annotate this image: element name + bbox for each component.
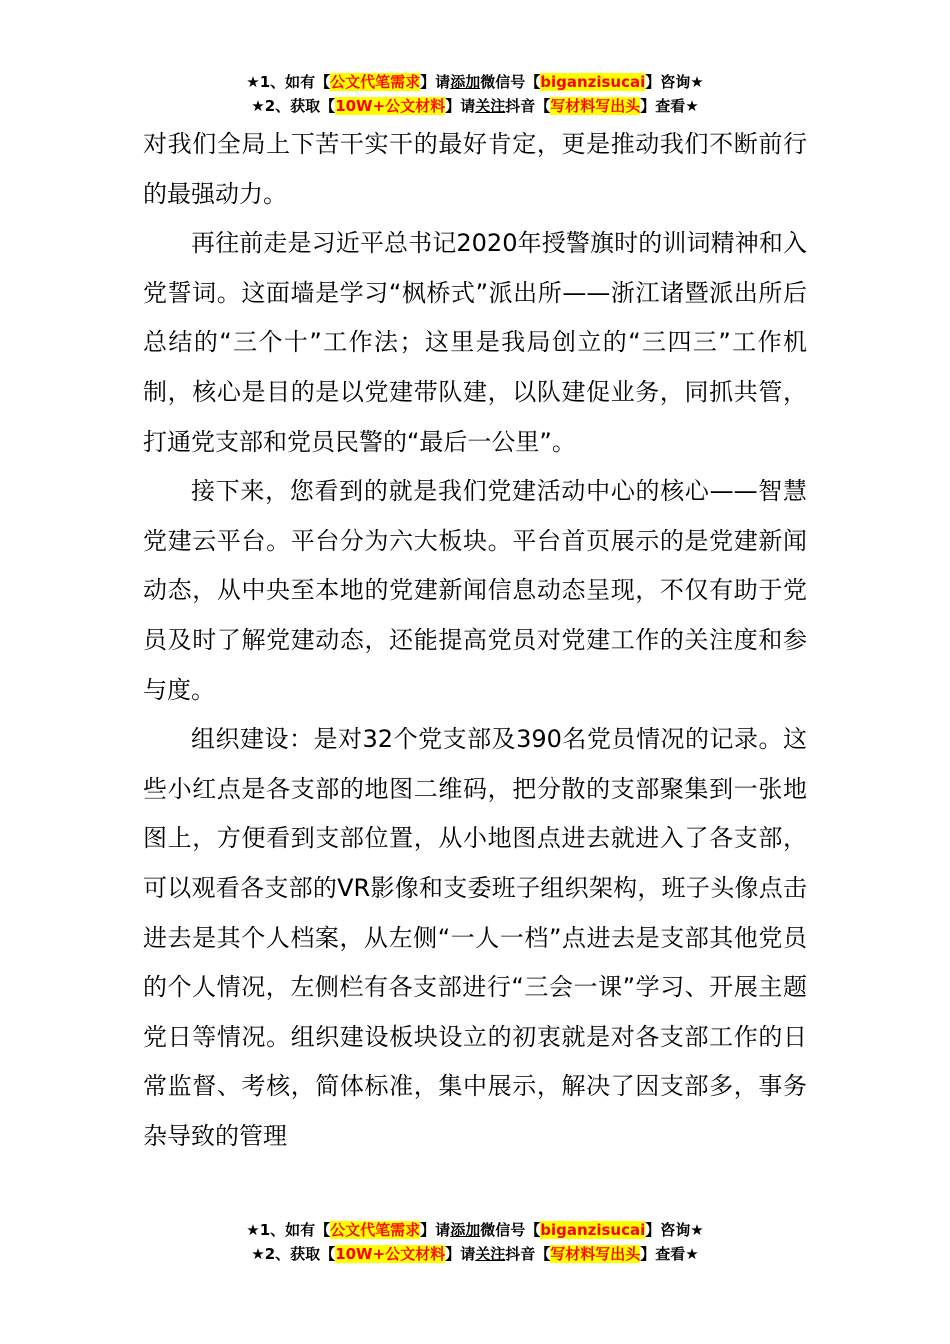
banner-text: 】查看★ <box>640 1245 699 1263</box>
highlight-wechat-id: biganzisucai <box>540 73 646 91</box>
header-banner <box>0 70 950 118</box>
banner-line-2 <box>0 1242 950 1266</box>
highlight-service: 公文代笔需求 <box>330 1221 421 1239</box>
banner-text: 抖音【 <box>505 97 551 115</box>
banner-text: 】请 <box>445 1245 476 1263</box>
paragraph: 对我们全局上下苦干实干的最好肯定，更是推动我们不断前行的最强动力。 <box>143 130 807 208</box>
highlight-douyin-account: 写材料写出头 <box>550 97 641 115</box>
paragraph: 接下来，您看到的就是我们党建活动中心的核心——智慧党建云平台。平台分为六大板块。平台首页展示的是党建新闻动态，从中央至本地的党建新闻信息动态呈现，不仅有助于党员及时了解党建动态，还能提高党员对党建工作的关注度和参与度。 <box>143 477 807 704</box>
banner-text: ★1、如有【 <box>246 73 331 91</box>
underlined-text: 添加 <box>450 73 481 91</box>
banner-line-1 <box>0 1218 950 1242</box>
banner-text: ★1、如有【 <box>246 1221 331 1239</box>
paragraph: 组织建设：是对32个党支部及390名党员情况的记录。这些小红点是各支部的地图二维码，把分散的支部聚集到一张地图上，方便看到支部位置，从小地图点进去就进入了各支部，可以观看各支部的VR影像和支委班子组织架构，班子头像点击进去是其个人档案，从左侧“一人一档”点进去是支部其他党员的个人情况，左侧栏有各支部进行“三会一课”学习、开展主题党日等情况。组织建设板块设立的初衷就是对各支部工作的日常监督、考核，简体标准，集中展示，解决了因支部多，事务杂导致的管理 <box>143 725 807 1150</box>
banner-text: 抖音【 <box>505 1245 551 1263</box>
highlight-wechat-id: biganzisucai <box>540 1221 646 1239</box>
highlight-materials: 10W+公文材料 <box>335 1245 446 1263</box>
footer-banner <box>0 1218 950 1266</box>
highlight-douyin-account: 写材料写出头 <box>550 1245 641 1263</box>
banner-text: 】请 <box>445 97 476 115</box>
banner-text: ★2、获取【 <box>251 97 336 115</box>
banner-text: 】请 <box>420 73 451 91</box>
banner-text: ★2、获取【 <box>251 1245 336 1263</box>
banner-text: 微信号【 <box>480 1221 541 1239</box>
banner-text: 微信号【 <box>480 73 541 91</box>
paragraph: 再往前走是习近平总书记2020年授警旗时的训词精神和入党誓词。这面墙是学习“枫桥式”派出所——浙江诸暨派出所后总结的“三个十”工作法；这里是我局创立的“三四三”工作机制，核心是目的是以党建带队建，以队建促业务，同抓共管，打通党支部和党员民警的“最后一公里”。 <box>143 229 807 456</box>
underlined-text: 关注 <box>475 97 506 115</box>
underlined-text: 关注 <box>475 1245 506 1263</box>
banner-text: 】咨询★ <box>645 1221 704 1239</box>
document-body <box>143 120 807 1161</box>
underlined-text: 添加 <box>450 1221 481 1239</box>
banner-line-2 <box>0 94 950 118</box>
highlight-service: 公文代笔需求 <box>330 73 421 91</box>
banner-text: 】咨询★ <box>645 73 704 91</box>
banner-text: 】请 <box>420 1221 451 1239</box>
highlight-materials: 10W+公文材料 <box>335 97 446 115</box>
banner-line-1 <box>0 70 950 94</box>
banner-text: 】查看★ <box>640 97 699 115</box>
